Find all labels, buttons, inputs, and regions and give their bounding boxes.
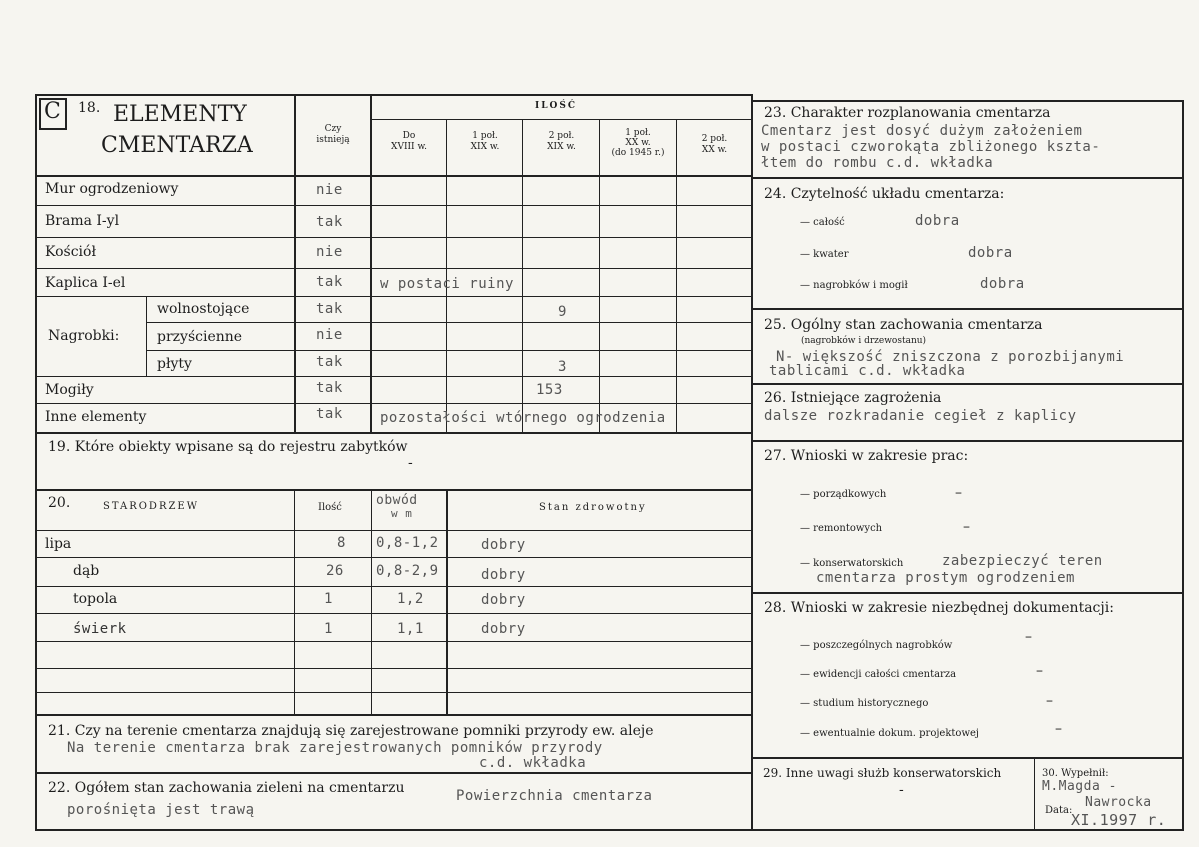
section19-answer: - xyxy=(408,455,413,471)
legibility-label: — nagrobków i mogił xyxy=(800,280,908,291)
frame-top-left xyxy=(35,94,751,96)
doc-label: — ewidencji całości cmentarza xyxy=(800,669,957,680)
s20-row-line xyxy=(35,557,751,558)
row-line xyxy=(35,237,751,238)
doc-value: – xyxy=(1025,629,1032,645)
section27-bottom xyxy=(751,592,1183,594)
works-label: — remontowych xyxy=(800,523,883,534)
works-value-extra: cmentarza prostym ogrodzeniem xyxy=(816,570,1075,586)
element-value: 3 xyxy=(558,359,567,375)
element-label: Mur ogrodzeniowy xyxy=(45,181,179,197)
section18-title-line1: ELEMENTY xyxy=(113,102,247,127)
section30-date: XI.1997 r. xyxy=(1071,811,1167,829)
section28-question: 28. Wnioski w zakresie niezbędnej dokumentacji: xyxy=(764,600,1114,616)
works-label: — porządkowych xyxy=(800,489,887,500)
s20-count-header: Ilość xyxy=(318,502,342,513)
element-exists: nie xyxy=(316,182,343,198)
s29-s30-divider xyxy=(1034,757,1035,831)
s20-circ-header-bottom: w m xyxy=(391,507,413,520)
section25-answer-line2: tablicami c.d. wkładka xyxy=(769,363,966,379)
tree-health: dobry xyxy=(481,537,526,553)
section24-question: 24. Czytelność układu cmentarza: xyxy=(764,186,1005,202)
ilosc-header: ILOŚĆ xyxy=(535,101,578,111)
tree-circ: 0,8-2,9 xyxy=(376,563,439,579)
s20-row-line xyxy=(35,586,751,587)
section21-answer-line1: Na terenie cmentarza brak zarejestrowanych pomników przyrody xyxy=(67,740,603,756)
row-line xyxy=(146,350,751,351)
element-label: Kaplica I-el xyxy=(45,275,126,291)
col-line-5 xyxy=(676,120,677,434)
section18-bottom xyxy=(35,432,751,434)
section30-name-line1: M.Magda - xyxy=(1042,779,1117,794)
works-label: — konserwatorskich xyxy=(800,558,904,569)
doc-label: — studium historycznego xyxy=(800,698,929,709)
frame-top-right xyxy=(751,100,1183,102)
section26-answer: dalsze rozkradanie cegieł z kaplicy xyxy=(764,408,1077,424)
s20-row-line xyxy=(35,668,751,669)
row-line xyxy=(35,205,751,206)
doc-value: – xyxy=(1036,663,1043,679)
ilosc-underline xyxy=(370,119,751,120)
element-label: Inne elementy xyxy=(45,409,147,425)
tree-name: dąb xyxy=(73,563,100,579)
legibility-label: — kwater xyxy=(800,249,849,260)
element-exists: nie xyxy=(316,244,343,260)
section18-title-line2: CMENTARZA xyxy=(101,133,253,158)
s20-col-line xyxy=(371,489,372,715)
s20-circ-header-top: obwód xyxy=(376,493,418,508)
section27-question: 27. Wnioski w zakresie prac: xyxy=(764,448,969,464)
s20-row-line xyxy=(35,641,751,642)
works-value: – xyxy=(963,519,970,535)
section25-bottom xyxy=(751,383,1183,385)
exists-col-header: Czy istnieją xyxy=(316,124,350,145)
section18-number: 18. xyxy=(78,100,101,116)
section30-date-label: Data: xyxy=(1045,805,1073,816)
legibility-label: — całość xyxy=(800,217,845,228)
period-header: Do XVIII w. xyxy=(391,131,427,152)
row-line xyxy=(146,322,751,323)
element-value: 153 xyxy=(536,382,563,398)
doc-label: — ewentualnie dokum. projektowej xyxy=(800,728,980,739)
element-note: w postaci ruiny xyxy=(380,276,514,292)
row-line xyxy=(35,376,751,377)
period-header: 2 poł. XIX w. xyxy=(547,131,576,152)
tree-circ: 1,2 xyxy=(397,591,424,607)
tree-health: dobry xyxy=(481,592,526,608)
legibility-value: dobra xyxy=(980,276,1025,292)
works-value: – xyxy=(955,485,962,501)
s20-health-header: Stan zdrowotny xyxy=(539,502,647,513)
element-exists: tak xyxy=(316,354,343,370)
element-label: wolnostojące xyxy=(157,301,250,317)
tree-health: dobry xyxy=(481,621,526,637)
section29-question: 29. Inne uwagi służb konserwatorskich xyxy=(763,766,1002,780)
element-exists: tak xyxy=(316,274,343,290)
s20-col-line xyxy=(446,489,448,715)
tree-count: 8 xyxy=(337,535,346,551)
legibility-value: dobra xyxy=(915,213,960,229)
period-header: 2 poł. XX w. xyxy=(701,134,728,155)
row-line xyxy=(35,296,751,297)
element-exists: tak xyxy=(316,301,343,317)
section29-answer: - xyxy=(899,782,904,798)
section25-sub: (nagrobków i drzewostanu) xyxy=(801,336,927,346)
section30-label: 30. Wypełnił: xyxy=(1042,768,1109,779)
section20-number: 20. xyxy=(48,495,71,511)
section26-bottom xyxy=(751,440,1183,442)
section21-question: 21. Czy na terenie cmentarza znajdują się zarejestrowane pomniki przyrody ew. aleje xyxy=(48,723,654,739)
section25-answer-line1: N- większość zniszczona z porozbijanymi xyxy=(776,349,1125,365)
nagrobki-label: Nagrobki: xyxy=(48,328,120,344)
element-label: Mogiły xyxy=(45,382,94,398)
section23-answer-line1: Cmentarz jest dosyć dużym założeniem xyxy=(761,123,1083,139)
legibility-value: dobra xyxy=(968,245,1013,261)
section19-bottom xyxy=(35,489,751,491)
section28-bottom xyxy=(751,757,1183,759)
tree-circ: 1,1 xyxy=(397,621,424,637)
section24-bottom xyxy=(751,308,1183,310)
section19-question: 19. Które obiekty wpisane są do rejestru zabytków xyxy=(48,439,408,455)
s20-row-line xyxy=(35,530,751,531)
element-label: Brama I-yl xyxy=(45,213,120,229)
tree-health: dobry xyxy=(481,567,526,583)
tree-count: 1 xyxy=(324,621,333,637)
element-label: płyty xyxy=(157,356,192,372)
tree-name: lipa xyxy=(45,536,72,552)
col-line-4 xyxy=(599,120,600,434)
frame-bottom xyxy=(35,829,1184,831)
section25-question: 25. Ogólny stan zachowania cmentarza xyxy=(764,317,1043,333)
section22-answer-right: Powierzchnia cmentarza xyxy=(456,788,653,804)
s20-row-line xyxy=(35,692,751,693)
period-header: 1 poł. XX w. (do 1945 r.) xyxy=(611,128,665,158)
element-exists: tak xyxy=(316,380,343,396)
doc-value: – xyxy=(1046,693,1053,709)
section20-title: STARODRZEW xyxy=(103,501,199,512)
section20-bottom xyxy=(35,714,751,716)
element-note: pozostałości wtórnego ogrodzenia xyxy=(380,410,666,426)
section23-question: 23. Charakter rozplanowania cmentarza xyxy=(764,105,1051,121)
tree-count: 26 xyxy=(326,563,344,579)
frame-right xyxy=(1182,100,1184,831)
s20-col-line xyxy=(294,489,295,715)
doc-label: — poszczególnych nagrobków xyxy=(800,640,953,651)
tree-circ: 0,8-1,2 xyxy=(376,535,439,551)
element-label: Kościół xyxy=(45,244,96,260)
period-header: 1 poł. XIX w. xyxy=(470,131,500,152)
row-line xyxy=(35,403,751,404)
element-exists: nie xyxy=(316,327,343,343)
card-letter: C xyxy=(44,99,61,124)
section22-answer-left: porośnięta jest trawą xyxy=(67,802,255,818)
tree-count: 1 xyxy=(324,591,333,607)
col-line-3 xyxy=(522,120,523,434)
element-value: 9 xyxy=(558,304,567,320)
section23-answer-line2: w postaci czworokąta zbliżonego kszta- xyxy=(761,139,1101,155)
nagrobki-divider xyxy=(146,296,147,376)
tree-name: topola xyxy=(73,591,118,607)
header-bottom xyxy=(35,175,751,177)
row-line xyxy=(35,268,751,269)
element-label: przyścienne xyxy=(157,329,243,345)
element-exists: tak xyxy=(316,214,343,230)
section23-bottom xyxy=(751,177,1183,179)
section21-bottom xyxy=(35,772,751,774)
works-value: zabezpieczyć teren xyxy=(942,553,1103,569)
element-exists: tak xyxy=(316,406,343,422)
center-divider xyxy=(751,94,753,831)
doc-value: – xyxy=(1055,721,1062,737)
section21-answer-line2: c.d. wkładka xyxy=(479,755,587,771)
section30-name-line2: Nawrocka xyxy=(1085,795,1152,810)
section22-question: 22. Ogółem stan zachowania zieleni na cmentarzu xyxy=(48,780,405,796)
section23-answer-line3: łtem do rombu c.d. wkładka xyxy=(761,155,994,171)
section26-question: 26. Istniejące zagrożenia xyxy=(764,390,942,406)
tree-name: świerk xyxy=(73,621,127,637)
s20-row-line xyxy=(35,613,751,614)
